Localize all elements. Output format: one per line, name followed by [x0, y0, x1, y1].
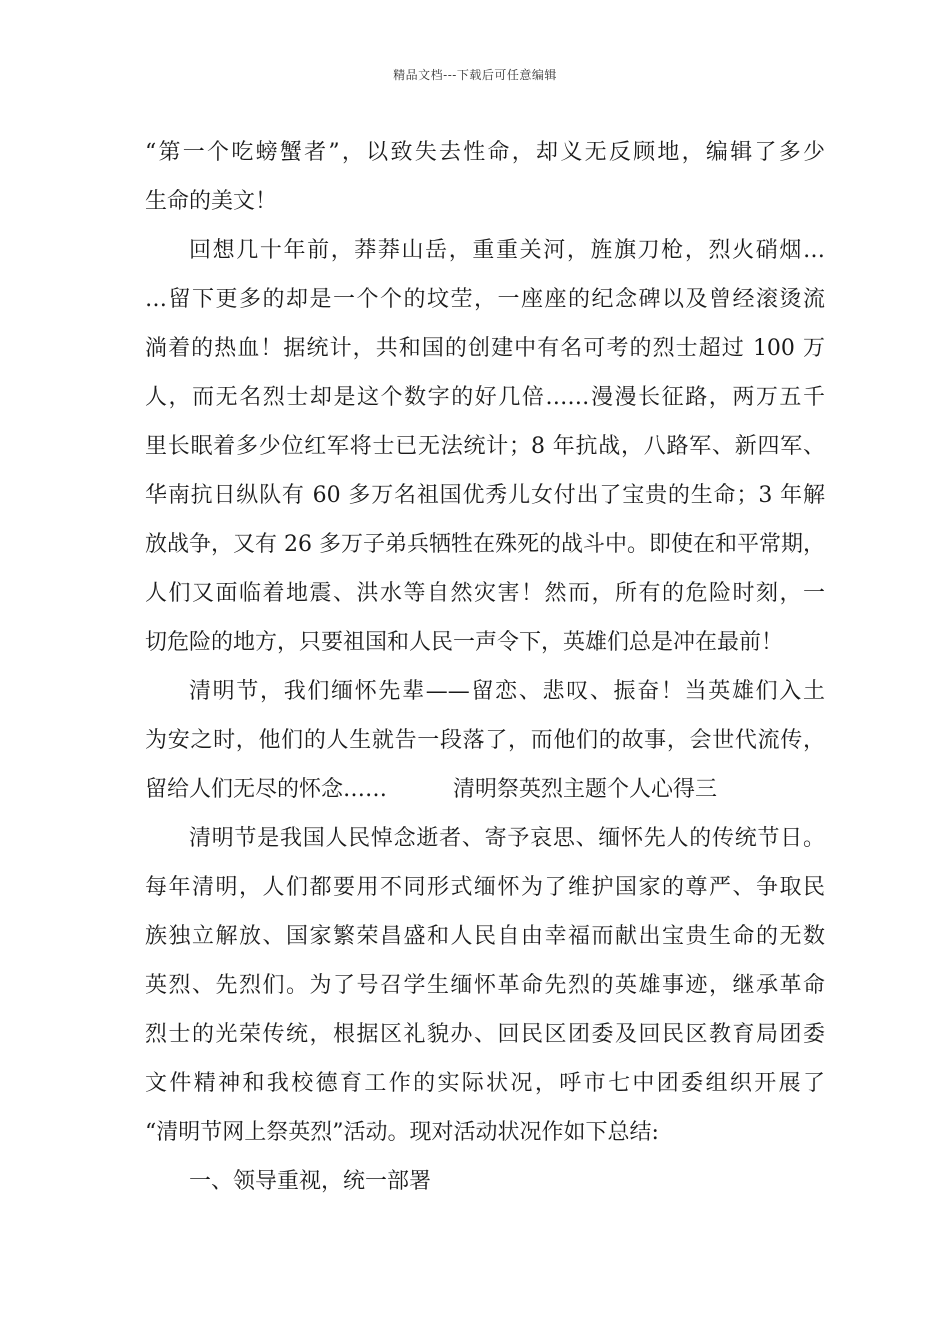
- text-line: 烈士的光荣传统，根据区礼貌办、回民区团委及回民区教育局团委: [145, 1022, 825, 1047]
- text-line: 为安之时，他们的人生就告一段落了，而他们的故事，会世代流传，: [145, 728, 825, 753]
- text-line: 族独立解放、国家繁荣昌盛和人民自由幸福而献出宝贵生命的无数: [145, 924, 825, 949]
- text-line: 切危险的地方，只要祖国和人民一声令下，英雄们总是冲在最前！: [145, 630, 784, 655]
- text-line: 文件精神和我校德育工作的实际状况，呼市七中团委组织开展了: [145, 1071, 825, 1096]
- text-line: 放战争，又有 26 多万子弟兵牺牲在殊死的战斗中。即使在和平常期，: [145, 532, 825, 557]
- text-line: 人们又面临着地震、洪水等自然灾害！然而，所有的危险时刻，一: [145, 581, 825, 606]
- text-line: 生命的美文！: [145, 189, 278, 214]
- text-line: 英烈、先烈们。为了号召学生缅怀革命先烈的英雄事迹，继承革命: [145, 973, 825, 998]
- text-line: 人，而无名烈士却是这个数字的好几倍……漫漫长征路，两万五千: [145, 385, 825, 410]
- page-header: 精品文档---下载后可任意编辑: [393, 68, 557, 82]
- document-body: [145, 128, 825, 1206]
- text-line: 华南抗日纵队有 60 多万名祖国优秀儿女付出了宝贵的生命；3 年解: [145, 483, 825, 508]
- text-line: “第一个吃螃蟹者”，以致失去性命，却义无反顾地，编辑了多少: [145, 140, 825, 165]
- text-line: 一、领导重视，统一部署: [189, 1169, 432, 1194]
- text-line: 回想几十年前，莽莽山岳，重重关河，旌旗刀枪，烈火硝烟…: [189, 238, 825, 263]
- text-line: “清明节网上祭英烈”活动。现对活动状况作如下总结:: [145, 1120, 659, 1145]
- text-line: 每年清明，人们都要用不同形式缅怀为了维护国家的尊严、争取民: [145, 875, 825, 900]
- text-line: …留下更多的却是一个个的坟茔，一座座的纪念碑以及曾经滚烫流: [145, 287, 825, 312]
- text-line: 清明节是我国人民悼念逝者、寄予哀思、缅怀先人的传统节日。: [189, 826, 825, 851]
- text-line: 留给人们无尽的怀念…… 清明祭英烈主题个人心得三: [145, 777, 718, 802]
- text-line: 里长眠着多少位红军将士已无法统计；8 年抗战，八路军、新四军、: [145, 434, 825, 459]
- text-line: 淌着的热血！据统计，共和国的创建中有名可考的烈士超过 100 万: [145, 336, 825, 361]
- text-line: 清明节，我们缅怀先辈——留恋、悲叹、振奋！当英雄们入土: [189, 679, 825, 704]
